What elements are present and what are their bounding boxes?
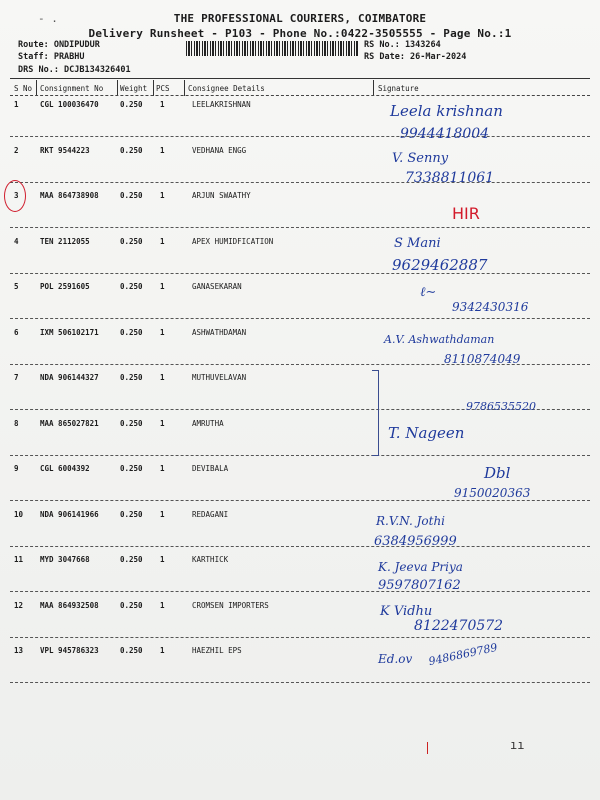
col-consignee: Consignee Details — [188, 84, 265, 93]
signature-10-phone: 6384956999 — [374, 534, 457, 549]
bracket-mark — [372, 370, 379, 456]
row-consignee: VEDHANA ENGG — [192, 145, 247, 155]
table-row — [0, 146, 600, 192]
red-tick-mark — [427, 742, 428, 754]
row-pcs: 1 — [160, 236, 165, 246]
table-row — [0, 328, 600, 374]
row-consignee: MUTHUVELAVAN — [192, 373, 247, 382]
signature-1-name: Leela krishnan — [390, 102, 503, 120]
col-signature: Signature — [378, 84, 419, 93]
row-consignment-no: MYD 3047668 — [40, 555, 90, 564]
row-pcs: 1 — [160, 282, 165, 291]
row-sno: 12 — [14, 600, 24, 610]
row-consignee: REDAGANI — [192, 509, 229, 519]
row-sno: 11 — [14, 555, 24, 564]
row-weight: 0.250 — [120, 646, 143, 655]
col-pcs: PCS — [156, 84, 170, 93]
row-pcs: 1 — [160, 373, 165, 382]
row-separator — [10, 227, 590, 228]
signature-4-phone: 9629462887 — [392, 256, 488, 274]
row-weight: 0.250 — [120, 236, 143, 246]
company-title: THE PROFESSIONAL COURIERS, COIMBATORE — [173, 12, 427, 25]
row-pcs: 1 — [160, 555, 165, 564]
row-consignment-no: NDA 906141966 — [40, 509, 99, 519]
row-sno: 8 — [14, 418, 19, 428]
table-row — [0, 510, 600, 556]
col-divider — [153, 80, 154, 96]
black-tick-mark: ıı — [510, 738, 525, 752]
row-sno: 7 — [14, 373, 19, 382]
row-separator — [10, 546, 590, 547]
rs-date: RS Date: 26-Mar-2024 — [364, 52, 467, 62]
row-consignee: KARTHICK — [192, 555, 229, 564]
signature-1-phone: 9944418004 — [400, 126, 490, 142]
row-separator — [10, 136, 590, 137]
signature-5-mark: ℓ∼ — [420, 285, 437, 300]
barcode — [186, 41, 358, 56]
row-consignment-no: CGL 100036470 — [40, 100, 99, 109]
col-sno: S No — [14, 84, 33, 93]
row-pcs: 1 — [160, 509, 165, 519]
row-sno: 2 — [14, 145, 19, 155]
row-sno: 6 — [14, 327, 19, 337]
table-row — [0, 601, 600, 647]
row-pcs: 1 — [160, 646, 165, 655]
row-consignment-no: VPL 945786323 — [40, 646, 99, 655]
row-separator — [10, 591, 590, 592]
row-consignment-no: TEN 2112055 — [40, 236, 90, 246]
hir-note: HIR — [452, 204, 480, 223]
row-pcs: 1 — [160, 327, 165, 337]
header-bottom-line — [10, 95, 590, 96]
row-consignment-no: RKT 9544223 — [40, 145, 90, 155]
row-weight: 0.250 — [120, 464, 143, 473]
staff-label: Staff: PRABHU — [18, 52, 85, 62]
row-consignee: AMRUTHA — [192, 418, 224, 428]
signature-6-name: A.V. Ashwathdaman — [384, 333, 495, 346]
corner-mark: - . — [38, 12, 58, 25]
rs-number: RS No.: 1343264 — [364, 40, 441, 50]
header-top-line — [10, 78, 590, 79]
row-consignee: CROMSEN IMPORTERS — [192, 600, 269, 610]
row-weight: 0.250 — [120, 600, 143, 610]
row-weight: 0.250 — [120, 191, 143, 200]
signature-4-name: S Mani — [394, 236, 441, 251]
route-label: Route: ONDIPUDUR — [18, 40, 100, 50]
row-pcs: 1 — [160, 100, 165, 109]
table-row — [0, 100, 600, 146]
row-weight: 0.250 — [120, 327, 143, 337]
row-sno: 9 — [14, 464, 19, 473]
row-separator — [10, 182, 590, 183]
signature-13-mark: Ed.ov — [378, 652, 413, 666]
signature-12-phone: 8122470572 — [414, 618, 504, 634]
signature-11-phone: 9597807162 — [378, 578, 461, 593]
row-consignment-no: MAA 864738908 — [40, 191, 99, 200]
row-weight: 0.250 — [120, 418, 143, 428]
row-consignment-no: MAA 865027821 — [40, 418, 99, 428]
row-sno: 5 — [14, 282, 19, 291]
signature-8-name: T. Nageen — [388, 424, 465, 442]
row-separator — [10, 318, 590, 319]
row-sno: 4 — [14, 236, 19, 246]
col-divider — [117, 80, 118, 96]
col-weight: Weight — [120, 84, 148, 93]
row-consignee: DEVIBALA — [192, 464, 229, 473]
row-consignee: LEELAKRISHNAN — [192, 100, 251, 109]
row-sno: 10 — [14, 509, 24, 519]
signature-2-phone: 7338811061 — [405, 170, 495, 186]
row-weight: 0.250 — [120, 373, 143, 382]
col-divider — [184, 80, 185, 96]
row-pcs: 1 — [160, 191, 165, 200]
table-row — [0, 191, 600, 237]
row-consignment-no: POL 2591605 — [40, 282, 90, 291]
row-consignment-no: NDA 906144327 — [40, 373, 99, 382]
row-separator — [10, 273, 590, 274]
row-consignee: ARJUN SWAATHY — [192, 191, 251, 200]
table-row — [0, 555, 600, 601]
row-separator — [10, 455, 590, 456]
row-separator — [10, 637, 590, 638]
row-sno: 13 — [14, 646, 24, 655]
signature-13-phone: 9486869789 — [427, 640, 499, 669]
row-sno: 1 — [14, 100, 19, 109]
row-consignee: ASHWATHDAMAN — [192, 327, 247, 337]
drs-number: DRS No.: DCJB134326401 — [18, 65, 131, 75]
signature-10-name: R.V.N. Jothi — [376, 514, 446, 528]
table-row — [0, 237, 600, 283]
table-row — [0, 646, 600, 692]
row-consignment-no: IXM 506102171 — [40, 327, 99, 337]
runsheet-subtitle: Delivery Runsheet - P103 - Phone No.:0422-3505555 - Page No.:1 — [88, 27, 512, 40]
col-divider — [373, 80, 374, 96]
row-consignment-no: CGL 6004392 — [40, 464, 90, 473]
signature-6-phone: 8110874049 — [444, 352, 521, 366]
row-pcs: 1 — [160, 464, 165, 473]
signature-2-name: V. Senny — [392, 151, 449, 166]
row-pcs: 1 — [160, 600, 165, 610]
signature-11-name: K. Jeeva Priya — [378, 560, 463, 574]
row-sno: 3 — [14, 191, 19, 200]
signature-5-phone: 9342430316 — [452, 300, 529, 314]
signature-12-name: K Vidhu — [380, 604, 433, 619]
row-consignee: GANASEKARAN — [192, 282, 242, 291]
red-circle-mark — [4, 180, 26, 212]
row-pcs: 1 — [160, 418, 165, 428]
row-pcs: 1 — [160, 145, 165, 155]
signature-7-phone: 9786535520 — [466, 400, 536, 413]
row-separator — [10, 500, 590, 501]
col-consignment: Consignment No — [40, 84, 104, 93]
table-row — [0, 419, 600, 465]
row-weight: 0.250 — [120, 282, 143, 291]
row-consignee: HAEZHIL EPS — [192, 646, 242, 655]
signature-9-phone: 9150020363 — [454, 486, 531, 500]
row-weight: 0.250 — [120, 100, 143, 109]
row-consignee: APEX HUMIDFICATION — [192, 236, 274, 246]
row-weight: 0.250 — [120, 509, 143, 519]
signature-9-name: Dbl — [484, 464, 511, 482]
row-weight: 0.250 — [120, 145, 143, 155]
row-consignment-no: MAA 864932508 — [40, 600, 99, 610]
col-divider — [36, 80, 37, 96]
row-separator — [10, 682, 590, 683]
row-weight: 0.250 — [120, 555, 143, 564]
